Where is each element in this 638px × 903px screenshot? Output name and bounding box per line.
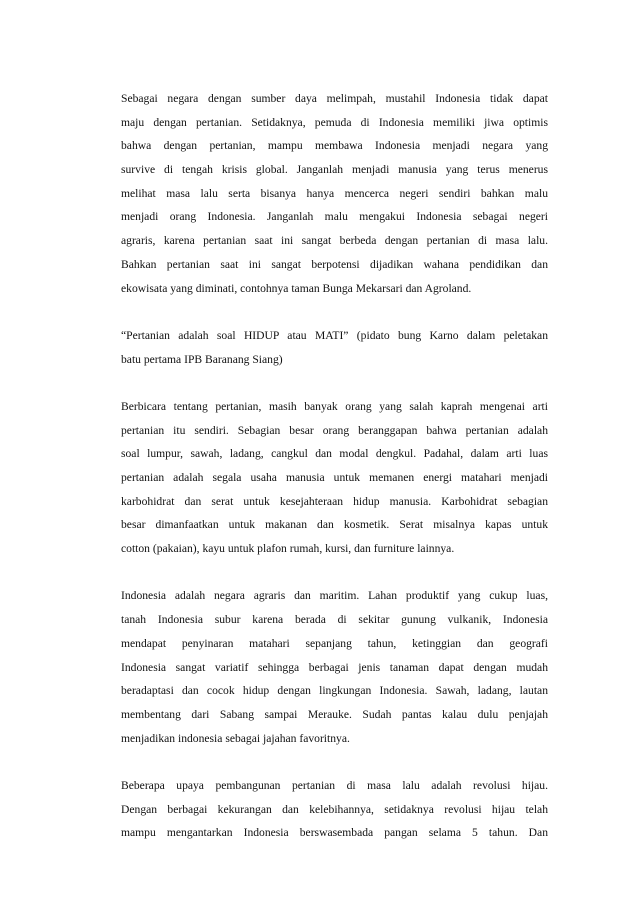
paragraph-1 xyxy=(121,87,548,300)
text-line: tanah Indonesia subur karena berada di sekitar gunung vulkanik, Indonesia xyxy=(121,613,548,627)
text-line: maju dengan pertanian. Setidaknya, pemuda di Indonesia memiliki jiwa optimis xyxy=(121,115,548,129)
paragraph-3 xyxy=(121,395,548,561)
text-line: mampu mengantarkan Indonesia berswasembada pangan selama 5 tahun. Dan xyxy=(121,826,548,840)
text-line: Sebagai negara dengan sumber daya melimpah, mustahil Indonesia tidak dapat xyxy=(121,92,548,105)
text-line: “Pertanian adalah soal HIDUP atau MATI” (pidato bung Karno dalam peletakan xyxy=(121,328,548,342)
text-line: pertanian itu sendiri. Sebagian besar orang beranggapan bahwa pertanian adalah xyxy=(121,423,548,437)
text-line: mendapat penyinaran matahari sepanjang tahun, ketinggian dan geografi xyxy=(121,636,548,650)
paragraph-2-quote xyxy=(121,324,548,371)
text-line: Indonesia sangat variatif sehingga berbagai jenis tanaman dapat dengan mudah xyxy=(121,660,548,674)
text-line: batu pertama IPB Baranang Siang) xyxy=(121,352,283,366)
text-line: karbohidrat dan serat untuk kesejahteraan hidup manusia. Karbohidrat sebagian xyxy=(121,494,548,508)
text-line: beradaptasi dan cocok hidup dengan lingkungan Indonesia. Sawah, ladang, lautan xyxy=(121,684,548,698)
text-line: melihat masa lalu serta bisanya hanya mencerca negeri sendiri bahkan malu xyxy=(121,186,548,200)
text-line: membentang dari Sabang sampai Merauke. Sudah pantas kalau dulu penjajah xyxy=(121,707,548,721)
document-body xyxy=(121,87,548,869)
text-line: Beberapa upaya pembangunan pertanian di masa lalu adalah revolusi hijau. xyxy=(121,778,548,792)
paragraph-4 xyxy=(121,584,548,750)
text-line: menjadikan indonesia sebagai jajahan favoritnya. xyxy=(121,731,350,745)
text-line: survive di tengah krisis global. Janganlah menjadi manusia yang terus menerus xyxy=(121,163,548,177)
text-line: pertanian adalah segala usaha manusia untuk memanen energi matahari menjadi xyxy=(121,471,548,484)
text-line: menjadi orang Indonesia. Janganlah malu mengakui Indonesia sebagai negeri xyxy=(121,210,548,224)
paragraph-5 xyxy=(121,774,548,845)
text-line: besar dimanfaatkan untuk makanan dan kosmetik. Serat misalnya kapas untuk xyxy=(121,518,548,532)
text-line: bahwa dengan pertanian, mampu membawa Indonesia menjadi negara yang xyxy=(121,139,548,153)
text-line: Dengan berbagai kekurangan dan kelebihannya, setidaknya revolusi hijau telah xyxy=(121,802,548,816)
text-line: soal lumpur, sawah, ladang, cangkul dan modal dengkul. Padahal, dalam arti luas xyxy=(121,447,548,461)
text-line: cotton (pakaian), kayu untuk plafon rumah, kursi, dan furniture lainnya. xyxy=(121,542,455,556)
text-line: ekowisata yang diminati, contohnya taman Bunga Mekarsari dan Agroland. xyxy=(121,281,472,295)
text-line: agraris, karena pertanian saat ini sangat berbeda dengan pertanian di masa lalu. xyxy=(121,234,548,248)
text-line: Indonesia adalah negara agraris dan maritim. Lahan produktif yang cukup luas, xyxy=(121,589,548,603)
text-line: Berbicara tentang pertanian, masih banyak orang yang salah kaprah mengenai arti xyxy=(121,399,548,413)
text-line: Bahkan pertanian saat ini sangat berpotensi dijadikan wahana pendidikan dan xyxy=(121,257,548,271)
